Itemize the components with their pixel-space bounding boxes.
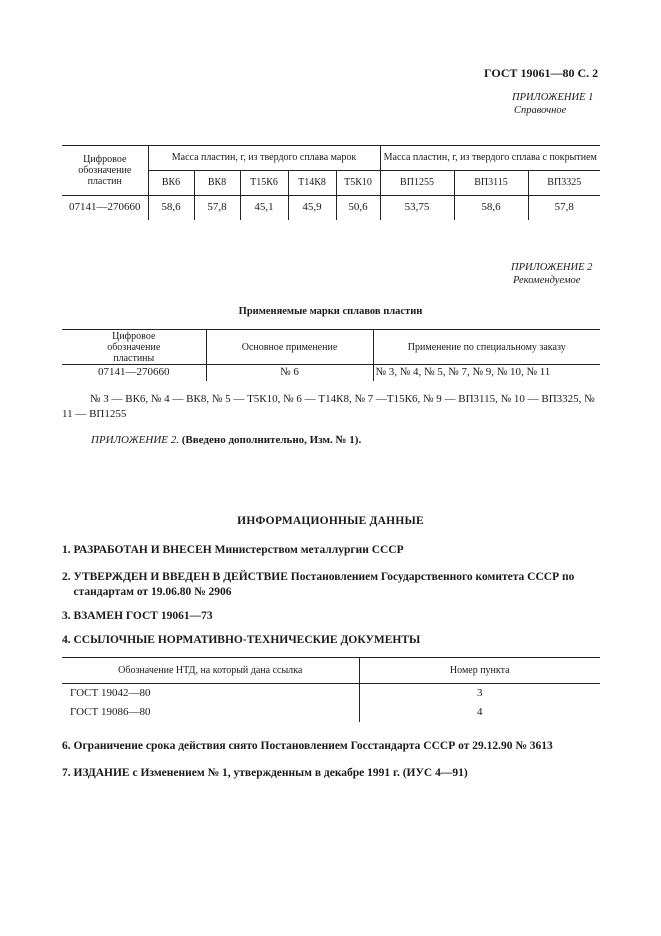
mass-col-header: Т5К10 [336, 170, 380, 195]
alloy-usage-table [62, 329, 600, 381]
info-item-4 [62, 633, 420, 648]
mass-cell: 58,6 [148, 195, 194, 220]
mass-cell: 57,8 [554, 201, 574, 213]
info-item-3 [62, 609, 213, 624]
info-item-2 [62, 570, 602, 600]
ref-doc-designation: ГОСТ 19086—80 [62, 703, 359, 722]
usage-col-header: Цифровое обозначение пластины [62, 330, 206, 365]
info-item-lead: ИЗДАНИЕ [73, 767, 130, 779]
info-item-7 [62, 766, 468, 781]
usage-col-header: Применение по специальному заказу [373, 330, 600, 365]
usage-cell-special: № 3, № 4, № 5, № 7, № 9, № 10, № 11 [375, 366, 551, 379]
page-header: ГОСТ 19061—80 С. 2 [484, 66, 599, 80]
mass-cell: 45,9 [288, 195, 336, 220]
ref-col-header: Обозначение НТД, на который дана ссылка [62, 658, 359, 684]
info-item-number: 6. [62, 740, 71, 752]
appendix2-change-note [91, 434, 361, 446]
info-item-lead: УТВЕРЖДЕН И ВВЕДЕН В ДЕЙСТВИЕ [73, 571, 288, 583]
info-item-number: 2. [62, 571, 71, 583]
mass-cell: 45,1 [240, 195, 288, 220]
appendix2-caption: Применяемые марки сплавов пластин [238, 306, 423, 317]
table-row [62, 365, 600, 381]
info-item-number: 1. [62, 544, 71, 556]
info-item-tail: с Изменением № 1, утвержденным в декабре 1991 г. (ИУС 4—91) [132, 767, 468, 779]
appendix1-title: ПРИЛОЖЕНИЕ 1 [512, 92, 594, 103]
ref-col-header: Номер пункта [359, 658, 600, 684]
info-item-lead: ВЗАМЕН ГОСТ 19061—73 [73, 610, 213, 622]
info-item-6 [62, 739, 553, 754]
mass-cell: 53,75 [380, 195, 454, 220]
usage-cell-code: 07141—270660 [62, 365, 206, 381]
change-note-text: (Введено дополнительно, Изм. № 1). [181, 434, 362, 446]
appendix2-subtitle: Рекомендуемое [513, 275, 581, 286]
mass-col-header: Т15К6 [240, 170, 288, 195]
alloy-codes-note: № 3 — ВК6, № 4 — ВК8, № 5 — Т5К10, № 6 — Т14К8, № 7 —Т15К6, № 9 — ВП3115, № 10 — ВП3325, № 11 — ВП1255 [62, 393, 595, 420]
mass-col-header: ВК6 [148, 170, 194, 195]
mass-table-group-coated: Масса пластин, г, из твердого сплава с покрытием [380, 145, 600, 170]
info-item-lead: Ограничение срока действия снято Постановлением Госстандарта СССР от 29.12.90 № 3613 [73, 740, 553, 752]
reference-docs-table [62, 657, 600, 722]
table-row [62, 684, 600, 703]
info-item-lead: ССЫЛОЧНЫЕ НОРМАТИВНО-ТЕХНИЧЕСКИЕ ДОКУМЕНТЫ [73, 634, 421, 646]
info-title: ИНФОРМАЦИОННЫЕ ДАННЫЕ [237, 515, 424, 527]
mass-cell: 50,6 [336, 195, 380, 220]
usage-col-header: Основное применение [206, 330, 373, 365]
change-note-ref: ПРИЛОЖЕНИЕ 2. [91, 434, 179, 446]
mass-col-header: ВП3115 [454, 170, 528, 195]
ref-doc-designation: ГОСТ 19042—80 [62, 684, 359, 703]
appendix1-subtitle: Справочное [514, 105, 567, 116]
mass-cell: 57,8 [194, 195, 240, 220]
ref-doc-clause: 3 [477, 686, 483, 699]
mass-col-header: ВП1255 [380, 170, 454, 195]
info-item-number: 3. [62, 610, 71, 622]
mass-row-code: 07141—270660 [62, 195, 148, 220]
mass-cell: 58,6 [454, 195, 528, 220]
mass-table-group-plain: Масса пластин, г, из твердого сплава марок [148, 145, 380, 170]
ref-doc-clause: 4 [477, 705, 483, 718]
info-item-number: 7. [62, 767, 71, 779]
mass-col-header: ВП3325 [547, 177, 582, 189]
info-item-tail: Министерством металлургии СССР [214, 544, 404, 556]
table-row [62, 195, 600, 220]
mass-table [62, 145, 600, 220]
info-item-lead: РАЗРАБОТАН И ВНЕСЕН [73, 544, 212, 556]
mass-table-row-header: Цифровое обозначение пластин [62, 145, 148, 195]
info-item-1 [62, 543, 404, 558]
appendix2-title: ПРИЛОЖЕНИЕ 2 [511, 262, 593, 273]
info-item-body [74, 570, 599, 600]
info-item-tail: Постановлением Государственного комитета СССР по стандартам от 19.06.80 № 2906 [73, 571, 575, 598]
mass-col-header: Т14К8 [288, 170, 336, 195]
table-row [62, 703, 600, 722]
mass-col-header: ВК8 [194, 170, 240, 195]
usage-cell-main: № 6 [206, 365, 373, 381]
info-item-number: 4. [62, 634, 71, 646]
